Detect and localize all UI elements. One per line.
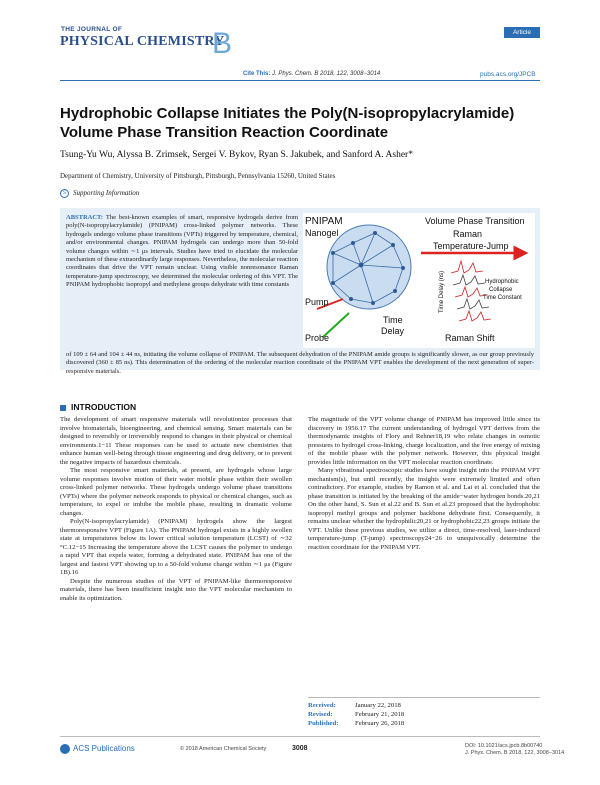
toc-time-label: Time bbox=[383, 315, 403, 325]
toc-probe-label: Probe bbox=[305, 333, 330, 343]
supporting-info-icon: S bbox=[60, 189, 69, 198]
article-dates bbox=[308, 701, 540, 728]
affiliation: Department of Chemistry, University of Pittsburgh, Pittsburgh, Pennsylvania 15260, United States bbox=[60, 172, 336, 180]
section-heading-text: INTRODUCTION bbox=[71, 402, 137, 412]
journal-letter: B bbox=[212, 27, 233, 60]
intro-column-1 bbox=[60, 416, 292, 603]
revised-row bbox=[308, 710, 540, 719]
section-heading-introduction bbox=[60, 402, 136, 412]
doi-block bbox=[465, 743, 564, 757]
toc-vpt-label: Volume Phase Transition bbox=[425, 216, 525, 226]
journal-url[interactable]: pubs.acs.org/JPCB bbox=[480, 71, 536, 78]
cite-text: J. Phys. Chem. B 2018, 122, 3008−3014 bbox=[272, 71, 381, 77]
page-number: 3008 bbox=[292, 745, 308, 752]
cite-this[interactable] bbox=[243, 71, 380, 77]
revised-label: Revised: bbox=[308, 711, 333, 718]
received-row bbox=[308, 701, 540, 710]
footer-citation: J. Phys. Chem. B 2018, 122, 3008−3014 bbox=[465, 750, 565, 756]
publisher-logo[interactable] bbox=[60, 744, 135, 754]
abstract-text-b: of 109 ± 64 and 104 ± 44 ns, initiating the volume collapse of PNIPAM. The subsequent dehydration of the PNIPAM amide groups is significantly slower, as our group previously discovered (360 ± 85 ns). This determination of the ordering of the molecular reaction coordinate of the PNIPAM VPT enables the development of the next generation of super-responsive materials. bbox=[66, 351, 534, 375]
toc-raman-shift-label: Raman Shift bbox=[445, 333, 495, 343]
journal-name: PHYSICAL CHEMISTRY bbox=[60, 34, 225, 49]
header-rule bbox=[60, 80, 540, 81]
published-date: February 26, 2018 bbox=[355, 720, 405, 727]
section-bullet-icon bbox=[60, 405, 66, 411]
dates-rule bbox=[308, 697, 540, 698]
abstract-body-a: The best-known examples of smart, responsive hydrogels derive from poly(N-isopropylacrylamide) (PNIPAM) cross-linked polymer networks. These hydrogels undergo volume phase transitions (VPTs) triggered by temperature, chemical, and/or environmental changes. PNIPAM hydrogels can undergo more than 50-fold volume changes within ∼1 μs intervals. Studies have tried to elucidate the molecular mechanism of these extraordinarily large responses. Nevertheless, the molecular reaction coordinates that drive the VPT remain unclear. Using visible nonresonance Raman temperature-jump spectroscopy, we determined the molecular ordering of this VPT. The PNIPAM hydrophobic isopropyl and methylene groups dehydrate with time constants bbox=[66, 214, 298, 289]
author-list: Tsung-Yu Wu, Alyssa B. Zrimsek, Sergei V. Bykov, Ryan S. Jakubek, and Sanford A. Asher* bbox=[60, 150, 413, 160]
supporting-info-link[interactable] bbox=[60, 189, 139, 198]
doi-link[interactable]: DOI: 10.1021/acs.jpcb.8b00740 bbox=[465, 743, 543, 749]
published-row bbox=[308, 719, 540, 728]
paragraph: The development of smart responsive materials will revolutionize processes that involve biomaterials, bioengineering, and chemical sensing. Smart materials can be designed to reversibly or irreversibly respond to changes in their physical or chemical environments.1−11 These responses can be used to actuate new chemistries that enhance human well-being through tissue engineering and drug delivery, or to prevent the negative impacts of hazardous chemicals. bbox=[60, 416, 292, 466]
paper-title: Hydrophobic Collapse Initiates the Poly(N-isopropylacrylamide) Volume Phase Transition Reaction Coordinate bbox=[60, 105, 515, 141]
acs-logo-icon bbox=[60, 744, 70, 754]
paragraph: Poly(N-isopropylacrylamide) (PNIPAM) hydrogels show the largest thermoresponsive VPT (Figure 1A). The PNIPAM hydrogel exists in a highly swollen state at temperatures below its lower critical solution temperature (LCST) of ∼32 °C.12−15 Increasing the temperature above the LCST causes the polymer to undergo a rapid VPT that expels water, forming a dehydrated state. PNIPAM has one of the largest and fastest VPT showing up to a 50-fold volume change within ∼1 μs (Figure 1B).16 bbox=[60, 518, 292, 576]
toc-pump-label: Pump bbox=[305, 297, 329, 307]
supporting-info-label: Supporting Information bbox=[73, 189, 140, 198]
copyright: © 2018 American Chemical Society bbox=[180, 746, 267, 752]
footer-rule bbox=[60, 736, 540, 737]
toc-collapse-label: Collapse bbox=[489, 287, 513, 293]
toc-raman-label: Raman bbox=[453, 229, 483, 239]
toc-time-delay-axis: Time Delay (ns) bbox=[439, 270, 445, 313]
toc-pnipam-label: PNIPAM bbox=[305, 216, 343, 227]
paragraph: The magnitude of the VPT volume change of PNIPAM has improved little since its discovery in 1956.17 The current understanding of hydrogel VPT derives from the thermodynamic insights of Flory and Rehner18,19 who relate changes in osmotic pressures to hydrogel cross-linking, charge localization, and the free energy of mixing of the mobile phase with the polymer network. However, this physical insight provides little information on the VPT molecular reaction coordinate. bbox=[308, 416, 540, 466]
toc-nanogel-label: Nanogel bbox=[305, 228, 339, 238]
abstract-text-a bbox=[66, 214, 298, 290]
toc-graphic bbox=[303, 213, 535, 348]
toc-tjump-label: Temperature-Jump bbox=[433, 241, 509, 251]
journal-name-small: THE JOURNAL OF bbox=[61, 26, 123, 33]
paragraph: The most responsive smart materials, at present, are hydrogels whose large volume responses involve motion of their water mobile phase within their swollen cross-linked polymer networks. These hydrogels undergo volume phase transitions (VPTs) where the polymer network responds to physical or chemical changes, such as temperature, to expel or imbibe the mobile phase, resulting in dramatic volume changes. bbox=[60, 467, 292, 517]
revised-date: February 21, 2018 bbox=[355, 711, 405, 718]
toc-hydrophobic-label: Hydrophobic bbox=[485, 279, 519, 285]
toc-time-constant-label: Time Constant bbox=[483, 295, 522, 301]
intro-column-2 bbox=[308, 416, 540, 552]
received-date: January 22, 2018 bbox=[355, 702, 401, 709]
raman-spectra bbox=[451, 261, 491, 321]
cite-label: Cite This: bbox=[243, 71, 271, 77]
publisher-name: ACS Publications bbox=[73, 744, 135, 754]
toc-delay-label: Delay bbox=[381, 326, 405, 336]
abstract-label: ABSTRACT: bbox=[66, 214, 104, 221]
nanogel-sphere bbox=[327, 225, 411, 309]
toc-figure bbox=[303, 213, 535, 348]
received-label: Received: bbox=[308, 702, 336, 709]
article-type-badge: Article bbox=[504, 27, 540, 38]
paragraph: Many vibrational spectroscopic studies have sought insight into the PNIPAM VPT mechanism(s), but until recently, the insights were extremely limited and often contradictory. For example, studies by Ramon et al. and Lai et al. concluded that the phase transition is initiated by the breaking of the amide−water hydrogen bonds.20,21 On the other hand, S. Sun et al.22 and B. Sun et al.23 proposed that the hydrophobic isopropyl methyl groups and polymer backbone dehydrate first. Consequently, it remains unclear whether the hydrophilic20,21 or hydrophobic22,23 groups initiate the VPT. Unlike these previous studies, we utilize a direct, time-resolved, laser-induced temperature-jump (T-jump) spectroscopy24−26 to unequivocally determine the reaction coordinate for the PNIPAM VPT. bbox=[308, 467, 540, 551]
published-label: Published: bbox=[308, 720, 339, 727]
paragraph: Despite the numerous studies of the VPT of PNIPAM-like thermoresponsive materials, there has been insufficient insight into the VPT molecular mechanism to enable its optimization. bbox=[60, 577, 292, 602]
